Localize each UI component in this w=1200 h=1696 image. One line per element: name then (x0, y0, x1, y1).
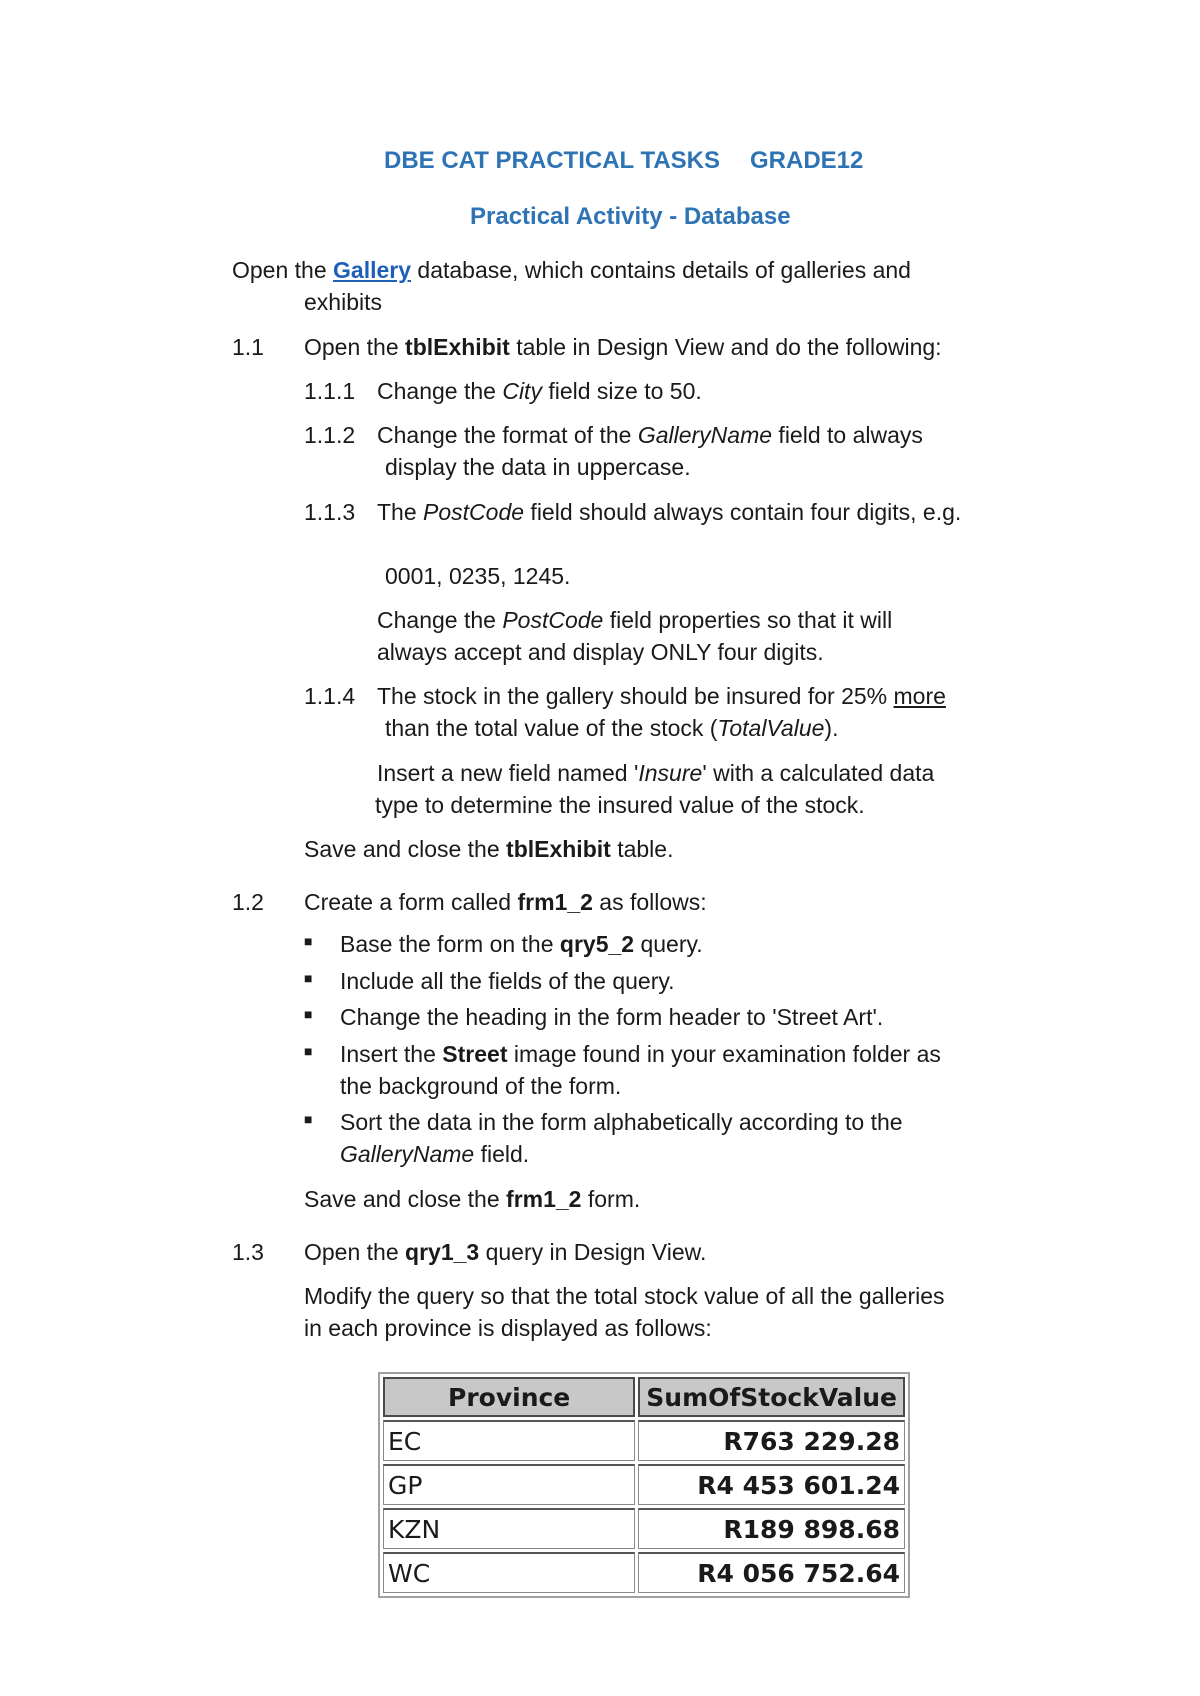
save-instruction-1-2: Save and close the frm1_2 form. (304, 1186, 641, 1212)
postcode-change-text: Change the PostCode field properties so that it will (377, 607, 893, 633)
province-cell: GP (383, 1464, 635, 1505)
stock-value-cell: R4 453 601.24 (638, 1464, 905, 1505)
bullet-icon: ■ (304, 1043, 313, 1059)
save-instruction-1-1: Save and close the tblExhibit table. (304, 836, 674, 862)
table-row (383, 1420, 905, 1461)
question-number-1-2: 1.2 (232, 889, 264, 915)
bullet-icon: ■ (304, 970, 313, 986)
subquestion-1-1-2-line2: display the data in uppercase. (385, 454, 691, 480)
subquestion-1-1-4-line2: than the total value of the stock (TotalValue). (385, 715, 839, 741)
table-row (383, 1464, 905, 1505)
stock-value-cell: R189 898.68 (638, 1508, 905, 1549)
province-stock-table (378, 1372, 910, 1598)
gallery-database-link[interactable]: Gallery (333, 257, 412, 283)
province-cell: KZN (383, 1508, 635, 1549)
bullet-item-4: Insert the Street image found in your examination folder as (340, 1041, 941, 1067)
subquestion-1-1-1-text: Change the City field size to 50. (377, 378, 702, 404)
stock-value-cell: R4 056 752.64 (638, 1552, 905, 1593)
question-1-1-text: Open the tblExhibit table in Design View and do the following: (304, 334, 942, 360)
bullet-item-2: Include all the fields of the query. (340, 968, 675, 994)
question-1-2-text: Create a form called frm1_2 as follows: (304, 889, 707, 915)
intro-text-line2: exhibits (304, 289, 382, 315)
table-header-row (383, 1377, 905, 1417)
subquestion-number-1-1-1: 1.1.1 (304, 378, 356, 404)
insure-field-line2: type to determine the insured value of the stock. (375, 792, 865, 818)
bullet-item-3: Change the heading in the form header to 'Street Art'. (340, 1004, 884, 1030)
subquestion-number-1-1-2: 1.1.2 (304, 422, 356, 448)
subquestion-1-1-4-text: The stock in the gallery should be insured for 25% more (377, 683, 946, 709)
bullet-item-1: Base the form on the qry5_2 query. (340, 931, 703, 957)
question-number-1-3: 1.3 (232, 1239, 264, 1265)
page-subtitle: Practical Activity - Database (470, 203, 791, 230)
column-header-province: Province (383, 1377, 635, 1417)
subquestion-1-1-3-text: The PostCode field should always contain four digits, e.g. (377, 499, 962, 525)
bullet-item-5-line2: GalleryName field. (340, 1141, 530, 1167)
table-row (383, 1508, 905, 1549)
stock-value-cell: R763 229.28 (638, 1420, 905, 1461)
page-title: DBE CAT PRACTICAL TASKS GRADE12 (384, 147, 864, 174)
subquestion-number-1-1-4: 1.1.4 (304, 683, 356, 709)
grade-label: GRADE12 (750, 147, 864, 174)
bullet-item-4-line2: the background of the form. (340, 1073, 622, 1099)
modify-query-line2: in each province is displayed as follows: (304, 1315, 712, 1341)
question-number-1-1: 1.1 (232, 334, 264, 360)
province-cell: EC (383, 1420, 635, 1461)
postcode-example: 0001, 0235, 1245. (385, 563, 571, 589)
bullet-icon: ■ (304, 933, 313, 949)
table-row (383, 1552, 905, 1593)
insure-field-text: Insert a new field named 'Insure' with a calculated data (377, 760, 935, 786)
bullet-icon: ■ (304, 1111, 313, 1127)
postcode-change-line2: always accept and display ONLY four digits. (377, 639, 824, 665)
question-1-3-text: Open the qry1_3 query in Design View. (304, 1239, 707, 1265)
bullet-item-5: Sort the data in the form alphabetically according to the (340, 1109, 903, 1135)
bullet-icon: ■ (304, 1006, 313, 1022)
intro-text: Open the Gallery database, which contains details of galleries and (232, 257, 911, 283)
subquestion-1-1-2-text: Change the format of the GalleryName field to always (377, 422, 923, 448)
column-header-sum-of-stock-value: SumOfStockValue (638, 1377, 905, 1417)
province-cell: WC (383, 1552, 635, 1593)
modify-query-text: Modify the query so that the total stock value of all the galleries (304, 1283, 945, 1309)
subquestion-number-1-1-3: 1.1.3 (304, 499, 356, 525)
